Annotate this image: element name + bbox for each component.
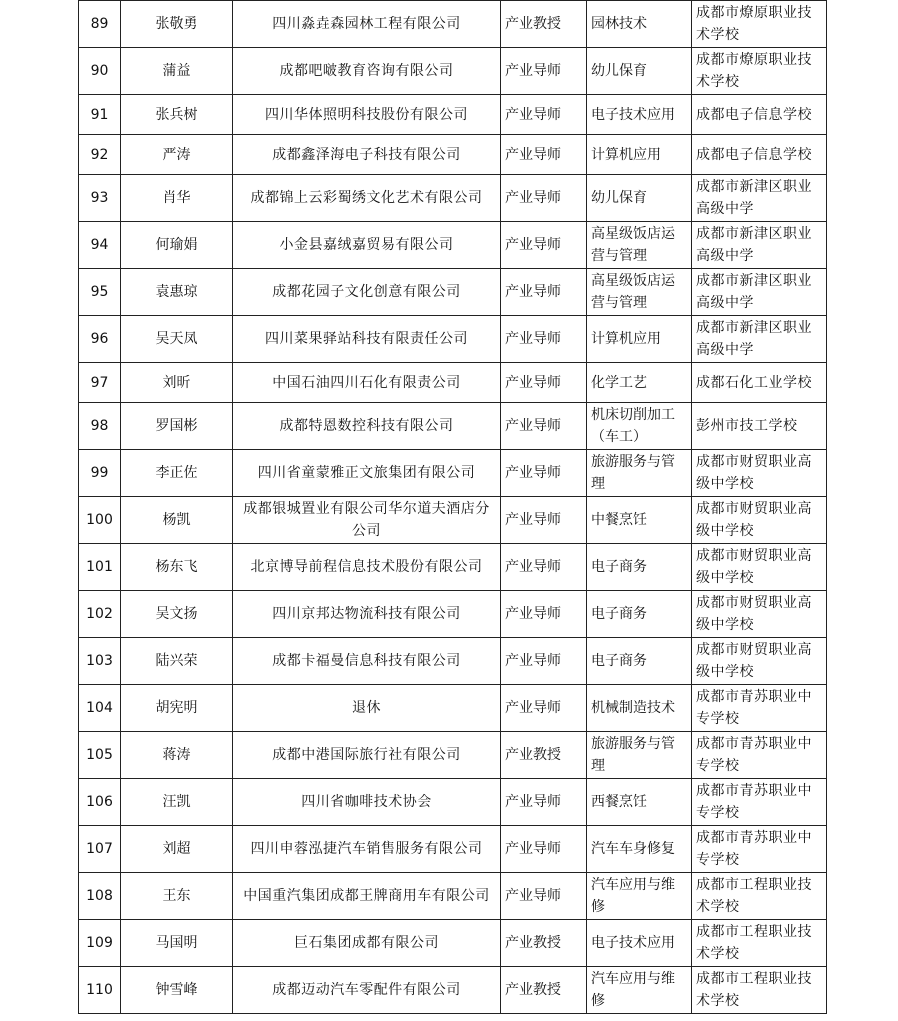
cell-role: 产业导师	[501, 175, 587, 222]
cell-organization: 成都迈动汽车零配件有限公司	[233, 967, 501, 1014]
cell-school: 成都市新津区职业高级中学	[692, 222, 827, 269]
cell-major: 电子商务	[587, 638, 692, 685]
cell-major: 化学工艺	[587, 363, 692, 403]
cell-major: 电子技术应用	[587, 920, 692, 967]
cell-name: 陆兴荣	[121, 638, 233, 685]
cell-organization: 四川省咖啡技术协会	[233, 779, 501, 826]
cell-number: 97	[79, 363, 121, 403]
cell-role: 产业导师	[501, 873, 587, 920]
cell-name: 王东	[121, 873, 233, 920]
cell-role: 产业教授	[501, 967, 587, 1014]
cell-major: 园林技术	[587, 1, 692, 48]
cell-name: 杨凯	[121, 497, 233, 544]
cell-role: 产业导师	[501, 48, 587, 95]
cell-name: 吴天凤	[121, 316, 233, 363]
cell-number: 105	[79, 732, 121, 779]
cell-number: 90	[79, 48, 121, 95]
cell-name: 胡宪明	[121, 685, 233, 732]
cell-school: 成都市新津区职业高级中学	[692, 316, 827, 363]
cell-major: 电子商务	[587, 544, 692, 591]
cell-organization: 北京博导前程信息技术股份有限公司	[233, 544, 501, 591]
cell-name: 蒋涛	[121, 732, 233, 779]
cell-school: 成都市新津区职业高级中学	[692, 269, 827, 316]
cell-school: 成都电子信息学校	[692, 95, 827, 135]
cell-organization: 成都卡福曼信息科技有限公司	[233, 638, 501, 685]
cell-number: 103	[79, 638, 121, 685]
cell-role: 产业导师	[501, 403, 587, 450]
cell-school: 成都市工程职业技术学校	[692, 967, 827, 1014]
cell-name: 刘超	[121, 826, 233, 873]
cell-major: 高星级饭店运营与管理	[587, 222, 692, 269]
cell-number: 94	[79, 222, 121, 269]
cell-name: 蒲益	[121, 48, 233, 95]
cell-name: 杨东飞	[121, 544, 233, 591]
cell-role: 产业导师	[501, 135, 587, 175]
cell-organization: 成都吧啵教育咨询有限公司	[233, 48, 501, 95]
cell-school: 成都市青苏职业中专学校	[692, 779, 827, 826]
cell-organization: 四川淼垚森园林工程有限公司	[233, 1, 501, 48]
cell-number: 108	[79, 873, 121, 920]
table-row	[79, 967, 827, 1014]
cell-role: 产业导师	[501, 95, 587, 135]
cell-organization: 四川省童蒙雅正文旅集团有限公司	[233, 450, 501, 497]
cell-number: 91	[79, 95, 121, 135]
cell-major: 计算机应用	[587, 316, 692, 363]
cell-organization: 小金县嘉绒嘉贸易有限公司	[233, 222, 501, 269]
cell-role: 产业教授	[501, 732, 587, 779]
cell-number: 92	[79, 135, 121, 175]
cell-major: 幼儿保育	[587, 48, 692, 95]
cell-major: 机床切削加工（车工）	[587, 403, 692, 450]
cell-number: 104	[79, 685, 121, 732]
cell-school: 成都石化工业学校	[692, 363, 827, 403]
cell-role: 产业导师	[501, 450, 587, 497]
cell-number: 101	[79, 544, 121, 591]
table-row	[79, 222, 827, 269]
cell-role: 产业导师	[501, 544, 587, 591]
cell-school: 成都市财贸职业高级中学校	[692, 591, 827, 638]
cell-organization: 四川华体照明科技股份有限公司	[233, 95, 501, 135]
cell-school: 成都市青苏职业中专学校	[692, 685, 827, 732]
cell-name: 肖华	[121, 175, 233, 222]
table-row	[79, 826, 827, 873]
cell-number: 98	[79, 403, 121, 450]
table-row	[79, 175, 827, 222]
cell-name: 汪凯	[121, 779, 233, 826]
cell-school: 成都市青苏职业中专学校	[692, 732, 827, 779]
table-row	[79, 1, 827, 48]
cell-major: 高星级饭店运营与管理	[587, 269, 692, 316]
cell-school: 成都市财贸职业高级中学校	[692, 638, 827, 685]
cell-organization: 四川菜果驿站科技有限责任公司	[233, 316, 501, 363]
cell-number: 89	[79, 1, 121, 48]
cell-school: 成都市财贸职业高级中学校	[692, 497, 827, 544]
cell-major: 电子技术应用	[587, 95, 692, 135]
cell-organization: 四川申蓉泓捷汽车销售服务有限公司	[233, 826, 501, 873]
cell-school: 成都市工程职业技术学校	[692, 873, 827, 920]
cell-school: 成都电子信息学校	[692, 135, 827, 175]
cell-role: 产业导师	[501, 638, 587, 685]
cell-organization: 中国重汽集团成都王牌商用车有限公司	[233, 873, 501, 920]
cell-name: 严涛	[121, 135, 233, 175]
cell-role: 产业教授	[501, 920, 587, 967]
cell-name: 何瑜娟	[121, 222, 233, 269]
cell-name: 袁惠琼	[121, 269, 233, 316]
cell-number: 95	[79, 269, 121, 316]
cell-school: 成都市财贸职业高级中学校	[692, 544, 827, 591]
cell-role: 产业教授	[501, 1, 587, 48]
cell-school: 成都市燎原职业技术学校	[692, 48, 827, 95]
cell-name: 罗国彬	[121, 403, 233, 450]
table-row	[79, 316, 827, 363]
cell-role: 产业导师	[501, 222, 587, 269]
cell-name: 张兵树	[121, 95, 233, 135]
cell-number: 107	[79, 826, 121, 873]
cell-major: 中餐烹饪	[587, 497, 692, 544]
table-row	[79, 135, 827, 175]
cell-school: 彭州市技工学校	[692, 403, 827, 450]
cell-organization: 成都银城置业有限公司华尔道夫酒店分公司	[233, 497, 501, 544]
table-row	[79, 873, 827, 920]
cell-role: 产业导师	[501, 363, 587, 403]
cell-organization: 四川京邦达物流科技有限公司	[233, 591, 501, 638]
cell-major: 旅游服务与管理	[587, 732, 692, 779]
table-row	[79, 591, 827, 638]
cell-school: 成都市新津区职业高级中学	[692, 175, 827, 222]
cell-role: 产业导师	[501, 779, 587, 826]
cell-name: 吴文扬	[121, 591, 233, 638]
table-row	[79, 638, 827, 685]
cell-school: 成都市财贸职业高级中学校	[692, 450, 827, 497]
cell-major: 汽车车身修复	[587, 826, 692, 873]
cell-organization: 成都特恩数控科技有限公司	[233, 403, 501, 450]
cell-name: 刘昕	[121, 363, 233, 403]
table-row	[79, 363, 827, 403]
cell-number: 102	[79, 591, 121, 638]
cell-role: 产业导师	[501, 269, 587, 316]
cell-major: 幼儿保育	[587, 175, 692, 222]
table-row	[79, 95, 827, 135]
cell-major: 汽车应用与维修	[587, 873, 692, 920]
cell-number: 109	[79, 920, 121, 967]
cell-role: 产业导师	[501, 591, 587, 638]
table-row	[79, 269, 827, 316]
cell-name: 钟雪峰	[121, 967, 233, 1014]
cell-school: 成都市工程职业技术学校	[692, 920, 827, 967]
table-row	[79, 685, 827, 732]
cell-role: 产业导师	[501, 685, 587, 732]
table-row	[79, 48, 827, 95]
cell-role: 产业导师	[501, 497, 587, 544]
cell-name: 张敬勇	[121, 1, 233, 48]
cell-number: 106	[79, 779, 121, 826]
table-row	[79, 403, 827, 450]
cell-organization: 成都花园子文化创意有限公司	[233, 269, 501, 316]
cell-major: 旅游服务与管理	[587, 450, 692, 497]
cell-organization: 中国石油四川石化有限责公司	[233, 363, 501, 403]
cell-major: 汽车应用与维修	[587, 967, 692, 1014]
cell-organization: 成都鑫泽海电子科技有限公司	[233, 135, 501, 175]
cell-organization: 巨石集团成都有限公司	[233, 920, 501, 967]
cell-major: 机械制造技术	[587, 685, 692, 732]
cell-organization: 退休	[233, 685, 501, 732]
cell-name: 马国明	[121, 920, 233, 967]
table-row	[79, 779, 827, 826]
roster-body	[79, 1, 827, 1014]
cell-organization: 成都中港国际旅行社有限公司	[233, 732, 501, 779]
cell-major: 电子商务	[587, 591, 692, 638]
cell-number: 110	[79, 967, 121, 1014]
cell-major: 计算机应用	[587, 135, 692, 175]
cell-number: 93	[79, 175, 121, 222]
cell-school: 成都市燎原职业技术学校	[692, 1, 827, 48]
cell-organization: 成都锦上云彩蜀绣文化艺术有限公司	[233, 175, 501, 222]
cell-name: 李正佐	[121, 450, 233, 497]
cell-role: 产业导师	[501, 826, 587, 873]
table-row	[79, 497, 827, 544]
cell-number: 96	[79, 316, 121, 363]
cell-role: 产业导师	[501, 316, 587, 363]
table-row	[79, 920, 827, 967]
cell-school: 成都市青苏职业中专学校	[692, 826, 827, 873]
table-row	[79, 450, 827, 497]
table-row	[79, 732, 827, 779]
roster-table	[78, 0, 827, 1014]
cell-major: 西餐烹饪	[587, 779, 692, 826]
cell-number: 100	[79, 497, 121, 544]
table-row	[79, 544, 827, 591]
cell-number: 99	[79, 450, 121, 497]
